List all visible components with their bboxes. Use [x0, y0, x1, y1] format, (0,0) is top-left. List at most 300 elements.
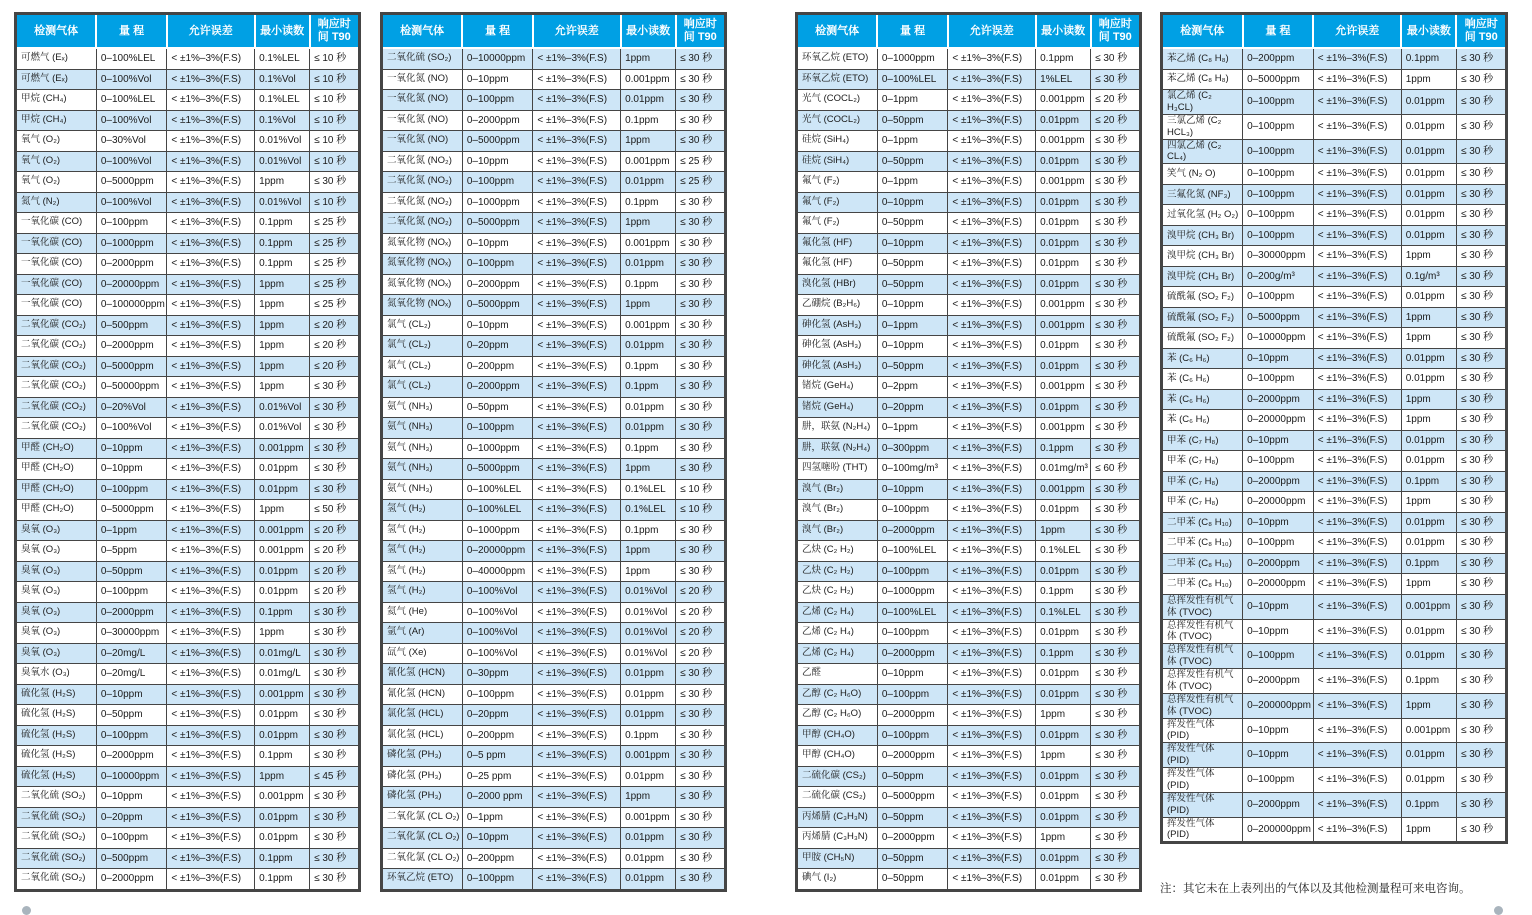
- response-time-cell: ≤ 20 秒: [676, 643, 726, 664]
- range-cell: 0–20000ppm: [462, 541, 533, 562]
- min-reading-cell: 0.1ppm: [621, 725, 676, 746]
- table-row: [16, 869, 360, 891]
- min-reading-cell: 0.01ppm: [1401, 768, 1456, 793]
- min-reading-cell: 0.01ppm: [621, 848, 676, 869]
- error-cell: < ±1%–3%(F.S): [167, 766, 255, 787]
- error-cell: < ±1%–3%(F.S): [1313, 693, 1401, 718]
- min-reading-cell: 0.01ppm: [255, 828, 310, 849]
- range-cell: 0–100ppm: [462, 254, 533, 275]
- min-reading-cell: 1ppm: [621, 213, 676, 234]
- range-cell: 0–100%Vol: [96, 69, 167, 90]
- response-time-cell: ≤ 30 秒: [1091, 623, 1141, 644]
- response-time-cell: ≤ 30 秒: [1456, 48, 1506, 69]
- min-reading-cell: 0.1%LEL: [255, 48, 310, 69]
- gas-name-cell: 挥发性气体 (PID): [1162, 817, 1243, 843]
- range-cell: 0–20ppm: [462, 705, 533, 726]
- gas-name-cell: 臭氧 (O₃): [16, 541, 97, 562]
- error-cell: < ±1%–3%(F.S): [167, 254, 255, 275]
- min-reading-cell: 0.01ppm: [1036, 274, 1091, 295]
- column-header-response-time: 响应时间 T90: [1091, 14, 1141, 49]
- response-time-cell: ≤ 30 秒: [1456, 348, 1506, 369]
- response-time-cell: ≤ 30 秒: [676, 110, 726, 131]
- error-cell: < ±1%–3%(F.S): [1313, 743, 1401, 768]
- column-header-min-reading: 最小读数: [621, 14, 676, 49]
- min-reading-cell: 0.1ppm: [1401, 471, 1456, 492]
- min-reading-cell: 0.01ppm: [255, 479, 310, 500]
- range-cell: 0–100ppm: [96, 828, 167, 849]
- error-cell: < ±1%–3%(F.S): [1313, 69, 1401, 90]
- gas-name-cell: 环氧乙烷 (ETO): [382, 869, 463, 891]
- range-cell: 0–2000ppm: [96, 254, 167, 275]
- gas-name-cell: 氨气 (NH₃): [382, 438, 463, 459]
- table-row: [1162, 471, 1507, 492]
- response-time-cell: ≤ 20 秒: [676, 623, 726, 644]
- range-cell: 0–2000ppm: [877, 746, 948, 767]
- table-row: [16, 561, 360, 582]
- range-cell: 0–50ppm: [462, 397, 533, 418]
- table-row: [16, 848, 360, 869]
- response-time-cell: ≤ 30 秒: [1456, 553, 1506, 574]
- table-row: [16, 520, 360, 541]
- gas-name-cell: 二氧化碳 (CO₂): [16, 336, 97, 357]
- response-time-cell: ≤ 30 秒: [1456, 139, 1506, 164]
- error-cell: < ±1%–3%(F.S): [948, 500, 1036, 521]
- error-cell: < ±1%–3%(F.S): [1313, 594, 1401, 619]
- table-row: [16, 48, 360, 69]
- table-row: [797, 725, 1141, 746]
- error-cell: < ±1%–3%(F.S): [1313, 48, 1401, 69]
- error-cell: < ±1%–3%(F.S): [948, 110, 1036, 131]
- min-reading-cell: 0.01ppm: [1401, 225, 1456, 246]
- range-cell: 0–50ppm: [96, 561, 167, 582]
- response-time-cell: ≤ 30 秒: [1091, 746, 1141, 767]
- min-reading-cell: 0.01ppm: [1401, 451, 1456, 472]
- error-cell: < ±1%–3%(F.S): [167, 377, 255, 398]
- error-cell: < ±1%–3%(F.S): [1313, 718, 1401, 743]
- error-cell: < ±1%–3%(F.S): [167, 500, 255, 521]
- min-reading-cell: 1ppm: [255, 766, 310, 787]
- error-cell: < ±1%–3%(F.S): [948, 295, 1036, 316]
- error-cell: < ±1%–3%(F.S): [533, 664, 621, 685]
- table-row: [1162, 205, 1507, 226]
- gas-name-cell: 臭氧 (O₃): [16, 582, 97, 603]
- min-reading-cell: 0.01ppm: [1401, 90, 1456, 115]
- response-time-cell: ≤ 20 秒: [310, 582, 360, 603]
- error-cell: < ±1%–3%(F.S): [167, 705, 255, 726]
- error-cell: < ±1%–3%(F.S): [533, 828, 621, 849]
- error-cell: < ±1%–3%(F.S): [533, 479, 621, 500]
- error-cell: < ±1%–3%(F.S): [948, 336, 1036, 357]
- range-cell: 0–1ppm: [877, 131, 948, 152]
- min-reading-cell: 1ppm: [1401, 307, 1456, 328]
- range-cell: 0–5000ppm: [462, 213, 533, 234]
- response-time-cell: ≤ 20 秒: [310, 520, 360, 541]
- table-row: [16, 602, 360, 623]
- error-cell: < ±1%–3%(F.S): [1313, 139, 1401, 164]
- min-reading-cell: 0.1%Vol: [255, 110, 310, 131]
- range-cell: 0–5 ppm: [462, 746, 533, 767]
- gas-name-cell: 三氟化氮 (NF₃): [1162, 184, 1243, 205]
- response-time-cell: ≤ 30 秒: [676, 828, 726, 849]
- error-cell: < ±1%–3%(F.S): [1313, 266, 1401, 287]
- table-row: [797, 48, 1141, 69]
- response-time-cell: ≤ 30 秒: [676, 520, 726, 541]
- error-cell: < ±1%–3%(F.S): [533, 602, 621, 623]
- table-row: [797, 500, 1141, 521]
- response-time-cell: ≤ 30 秒: [1091, 336, 1141, 357]
- table-row: [16, 172, 360, 193]
- table-row: [1162, 430, 1507, 451]
- table-row: [16, 643, 360, 664]
- range-cell: 0–5000ppm: [1243, 69, 1314, 90]
- response-time-cell: ≤ 30 秒: [1091, 582, 1141, 603]
- error-cell: < ±1%–3%(F.S): [948, 69, 1036, 90]
- error-cell: < ±1%–3%(F.S): [1313, 574, 1401, 595]
- response-time-cell: ≤ 30 秒: [676, 541, 726, 562]
- min-reading-cell: 0.001ppm: [1401, 594, 1456, 619]
- error-cell: < ±1%–3%(F.S): [1313, 307, 1401, 328]
- gas-name-cell: 硫化氢 (H₂S): [16, 725, 97, 746]
- response-time-cell: ≤ 10 秒: [310, 69, 360, 90]
- min-reading-cell: 0.01ppm: [1036, 787, 1091, 808]
- response-time-cell: ≤ 30 秒: [1456, 718, 1506, 743]
- range-cell: 0–10ppm: [1243, 718, 1314, 743]
- gas-name-cell: 二氧化硫 (SO₂): [16, 869, 97, 891]
- error-cell: < ±1%–3%(F.S): [167, 438, 255, 459]
- gas-spec-table-2: [380, 12, 727, 892]
- range-cell: 0–50ppm: [877, 151, 948, 172]
- min-reading-cell: 0.01%Vol: [621, 623, 676, 644]
- response-time-cell: ≤ 10 秒: [676, 500, 726, 521]
- range-cell: 0–10ppm: [1243, 348, 1314, 369]
- error-cell: < ±1%–3%(F.S): [533, 131, 621, 152]
- range-cell: 0–10000ppm: [462, 48, 533, 69]
- min-reading-cell: 0.001ppm: [1036, 172, 1091, 193]
- range-cell: 0–10ppm: [96, 459, 167, 480]
- error-cell: < ±1%–3%(F.S): [167, 602, 255, 623]
- gas-name-cell: 一氧化氮 (NO): [382, 131, 463, 152]
- response-time-cell: ≤ 10 秒: [676, 479, 726, 500]
- table-row: [797, 377, 1141, 398]
- min-reading-cell: 0.01ppm: [1401, 512, 1456, 533]
- range-cell: 0–100%LEL: [96, 48, 167, 69]
- response-time-cell: ≤ 30 秒: [1456, 287, 1506, 308]
- range-cell: 0–100ppm: [1243, 644, 1314, 669]
- error-cell: < ±1%–3%(F.S): [1313, 348, 1401, 369]
- response-time-cell: ≤ 30 秒: [1456, 644, 1506, 669]
- min-reading-cell: 1ppm: [1401, 69, 1456, 90]
- table-row: [1162, 69, 1507, 90]
- response-time-cell: ≤ 30 秒: [1456, 792, 1506, 817]
- table-row: [16, 90, 360, 111]
- min-reading-cell: 1ppm: [621, 48, 676, 69]
- min-reading-cell: 0.001ppm: [1036, 131, 1091, 152]
- response-time-cell: ≤ 30 秒: [1456, 430, 1506, 451]
- range-cell: 0–50ppm: [877, 869, 948, 891]
- range-cell: 0–100%Vol: [462, 643, 533, 664]
- range-cell: 0–1ppm: [877, 418, 948, 439]
- error-cell: < ±1%–3%(F.S): [948, 131, 1036, 152]
- min-reading-cell: 1ppm: [1036, 520, 1091, 541]
- gas-name-cell: 氟气 (F₂): [797, 172, 878, 193]
- error-cell: < ±1%–3%(F.S): [948, 725, 1036, 746]
- gas-name-cell: 二氧化氯 (CL O₂): [382, 848, 463, 869]
- error-cell: < ±1%–3%(F.S): [1313, 792, 1401, 817]
- column-header-gas: 检测气体: [1162, 14, 1243, 49]
- error-cell: < ±1%–3%(F.S): [533, 787, 621, 808]
- gas-name-cell: 甲醛 (CH₂O): [16, 459, 97, 480]
- range-cell: 0–20mg/L: [96, 643, 167, 664]
- error-cell: < ±1%–3%(F.S): [948, 869, 1036, 891]
- response-time-cell: ≤ 30 秒: [310, 828, 360, 849]
- min-reading-cell: 0.01ppm: [1036, 664, 1091, 685]
- range-cell: 0–5000ppm: [462, 459, 533, 480]
- min-reading-cell: 0.01ppm: [1036, 213, 1091, 234]
- error-cell: < ±1%–3%(F.S): [948, 48, 1036, 69]
- error-cell: < ±1%–3%(F.S): [948, 746, 1036, 767]
- min-reading-cell: 0.1ppm: [255, 213, 310, 234]
- min-reading-cell: 0.1ppm: [621, 438, 676, 459]
- table-row: [16, 705, 360, 726]
- response-time-cell: ≤ 20 秒: [310, 315, 360, 336]
- response-time-cell: ≤ 30 秒: [1091, 233, 1141, 254]
- response-time-cell: ≤ 30 秒: [676, 131, 726, 152]
- min-reading-cell: 0.01ppm: [1036, 725, 1091, 746]
- range-cell: 0–100ppm: [1243, 451, 1314, 472]
- min-reading-cell: 1ppm: [621, 459, 676, 480]
- gas-name-cell: 挥发性气体 (PID): [1162, 792, 1243, 817]
- response-time-cell: ≤ 30 秒: [1091, 541, 1141, 562]
- response-time-cell: ≤ 25 秒: [310, 213, 360, 234]
- min-reading-cell: 0.01ppm: [1401, 287, 1456, 308]
- range-cell: 0–300ppm: [877, 438, 948, 459]
- min-reading-cell: 0.001ppm: [255, 520, 310, 541]
- min-reading-cell: 0.01ppm: [1036, 192, 1091, 213]
- error-cell: < ±1%–3%(F.S): [533, 684, 621, 705]
- response-time-cell: ≤ 30 秒: [1091, 828, 1141, 849]
- error-cell: < ±1%–3%(F.S): [948, 787, 1036, 808]
- gas-name-cell: 一氧化碳 (CO): [16, 213, 97, 234]
- error-cell: < ±1%–3%(F.S): [167, 848, 255, 869]
- range-cell: 0–500ppm: [96, 848, 167, 869]
- range-cell: 0–1000ppm: [462, 192, 533, 213]
- min-reading-cell: 0.01ppm: [1036, 684, 1091, 705]
- page-ornament-left: [22, 906, 31, 915]
- gas-name-cell: 硅烷 (SiH₄): [797, 151, 878, 172]
- table-row: [382, 48, 726, 69]
- table-row: [16, 377, 360, 398]
- column-header-response-time: 响应时间 T90: [676, 14, 726, 49]
- gas-name-cell: 乙硼烷 (B₂H₆): [797, 295, 878, 316]
- response-time-cell: ≤ 20 秒: [310, 336, 360, 357]
- error-cell: < ±1%–3%(F.S): [167, 315, 255, 336]
- table-row: [16, 582, 360, 603]
- gas-name-cell: 二甲苯 (C₈ H₁₀): [1162, 533, 1243, 554]
- min-reading-cell: 0.01ppm: [1036, 869, 1091, 891]
- error-cell: < ±1%–3%(F.S): [948, 418, 1036, 439]
- range-cell: 0–100%Vol: [96, 192, 167, 213]
- range-cell: 0–10ppm: [877, 664, 948, 685]
- gas-name-cell: 溴气 (Br₂): [797, 520, 878, 541]
- range-cell: 0–25 ppm: [462, 766, 533, 787]
- range-cell: 0–2000ppm: [877, 643, 948, 664]
- range-cell: 0–5000ppm: [96, 500, 167, 521]
- min-reading-cell: 0.01ppm: [621, 418, 676, 439]
- gas-name-cell: 挥发性气体 (PID): [1162, 768, 1243, 793]
- gas-name-cell: 总挥发性有机气体 (TVOC): [1162, 669, 1243, 694]
- response-time-cell: ≤ 30 秒: [1091, 643, 1141, 664]
- error-cell: < ±1%–3%(F.S): [1313, 389, 1401, 410]
- footnote: 注：其它未在上表列出的气体以及其他检测量程可来电咨询。: [1160, 883, 1471, 895]
- gas-name-cell: 二氧化硫 (SO₂): [382, 48, 463, 69]
- min-reading-cell: 0.001ppm: [621, 151, 676, 172]
- gas-name-cell: 乙醛: [797, 664, 878, 685]
- table-row: [16, 664, 360, 685]
- range-cell: 0–20000ppm: [1243, 492, 1314, 513]
- min-reading-cell: 0.01mg/L: [255, 664, 310, 685]
- min-reading-cell: 0.1ppm: [1036, 582, 1091, 603]
- error-cell: < ±1%–3%(F.S): [167, 295, 255, 316]
- gas-name-cell: 二甲苯 (C₈ H₁₀): [1162, 553, 1243, 574]
- range-cell: 0–50ppm: [877, 110, 948, 131]
- range-cell: 0–100ppm: [877, 500, 948, 521]
- table-row: [382, 295, 726, 316]
- error-cell: < ±1%–3%(F.S): [167, 69, 255, 90]
- response-time-cell: ≤ 10 秒: [310, 192, 360, 213]
- response-time-cell: ≤ 30 秒: [676, 459, 726, 480]
- min-reading-cell: 0.01ppm: [255, 807, 310, 828]
- table-row: [797, 254, 1141, 275]
- response-time-cell: ≤ 30 秒: [1091, 274, 1141, 295]
- table-row: [16, 623, 360, 644]
- error-cell: < ±1%–3%(F.S): [533, 192, 621, 213]
- error-cell: < ±1%–3%(F.S): [167, 746, 255, 767]
- error-cell: < ±1%–3%(F.S): [948, 377, 1036, 398]
- error-cell: < ±1%–3%(F.S): [948, 254, 1036, 275]
- response-time-cell: ≤ 30 秒: [1456, 451, 1506, 472]
- gas-name-cell: 甲醛 (CH₂O): [16, 438, 97, 459]
- response-time-cell: ≤ 30 秒: [1091, 192, 1141, 213]
- response-time-cell: ≤ 30 秒: [1091, 48, 1141, 69]
- table-row: [382, 336, 726, 357]
- table-row: [797, 582, 1141, 603]
- min-reading-cell: 0.01ppm: [255, 582, 310, 603]
- response-time-cell: ≤ 10 秒: [310, 48, 360, 69]
- gas-name-cell: 氰化氢 (HCN): [382, 664, 463, 685]
- table-row: [16, 151, 360, 172]
- response-time-cell: ≤ 30 秒: [310, 664, 360, 685]
- response-time-cell: ≤ 30 秒: [1456, 533, 1506, 554]
- table-row: [1162, 348, 1507, 369]
- min-reading-cell: 1ppm: [255, 295, 310, 316]
- response-time-cell: ≤ 25 秒: [676, 172, 726, 193]
- range-cell: 0–30000ppm: [96, 623, 167, 644]
- response-time-cell: ≤ 30 秒: [1456, 328, 1506, 349]
- table-row: [1162, 768, 1507, 793]
- table-row: [1162, 574, 1507, 595]
- min-reading-cell: 0.01%Vol: [621, 602, 676, 623]
- error-cell: < ±1%–3%(F.S): [1313, 492, 1401, 513]
- min-reading-cell: 0.01ppm: [255, 459, 310, 480]
- gas-name-cell: 锗烷 (GeH₄): [797, 397, 878, 418]
- min-reading-cell: 0.01ppm: [621, 684, 676, 705]
- gas-name-cell: 甲苯 (C₇ H₈): [1162, 492, 1243, 513]
- min-reading-cell: 0.001ppm: [255, 787, 310, 808]
- range-cell: 0–100ppm: [877, 623, 948, 644]
- table-row: [797, 459, 1141, 480]
- response-time-cell: ≤ 30 秒: [676, 336, 726, 357]
- error-cell: < ±1%–3%(F.S): [1313, 644, 1401, 669]
- range-cell: 0–5000ppm: [462, 131, 533, 152]
- min-reading-cell: 0.01ppm: [621, 766, 676, 787]
- response-time-cell: ≤ 30 秒: [1456, 369, 1506, 390]
- range-cell: 0–20000ppm: [96, 274, 167, 295]
- error-cell: < ±1%–3%(F.S): [948, 828, 1036, 849]
- error-cell: < ±1%–3%(F.S): [533, 869, 621, 891]
- table-row: [382, 828, 726, 849]
- response-time-cell: ≤ 30 秒: [310, 746, 360, 767]
- min-reading-cell: 0.01ppm: [621, 254, 676, 275]
- min-reading-cell: 0.1ppm: [255, 869, 310, 891]
- range-cell: 0–10ppm: [1243, 430, 1314, 451]
- range-cell: 0–100%LEL: [877, 541, 948, 562]
- gas-name-cell: 臭氧 (O₃): [16, 561, 97, 582]
- min-reading-cell: 0.1%LEL: [621, 479, 676, 500]
- gas-name-cell: 甲苯 (C₇ H₈): [1162, 451, 1243, 472]
- response-time-cell: ≤ 10 秒: [310, 110, 360, 131]
- min-reading-cell: 1ppm: [621, 295, 676, 316]
- range-cell: 0–100ppm: [462, 418, 533, 439]
- column-header-error: 允许误差: [948, 14, 1036, 49]
- min-reading-cell: 0.01ppm: [1036, 254, 1091, 275]
- min-reading-cell: 1ppm: [1401, 410, 1456, 431]
- table-row: [382, 500, 726, 521]
- table-row: [1162, 246, 1507, 267]
- gas-name-cell: 二氧化硫 (SO₂): [16, 787, 97, 808]
- range-cell: 0–200000ppm: [1243, 693, 1314, 718]
- range-cell: 0–100%LEL: [96, 90, 167, 111]
- error-cell: < ±1%–3%(F.S): [167, 664, 255, 685]
- table-row: [1162, 693, 1507, 718]
- gas-name-cell: 甲胺 (CH₅N): [797, 848, 878, 869]
- min-reading-cell: 0.01ppm: [1401, 348, 1456, 369]
- table-row: [382, 602, 726, 623]
- error-cell: < ±1%–3%(F.S): [533, 213, 621, 234]
- error-cell: < ±1%–3%(F.S): [167, 336, 255, 357]
- gas-name-cell: 磷化氢 (PH₃): [382, 746, 463, 767]
- range-cell: 0–200ppm: [462, 356, 533, 377]
- table-row: [16, 110, 360, 131]
- gas-name-cell: 氢气 (H₂): [382, 582, 463, 603]
- min-reading-cell: 0.01ppm: [1036, 336, 1091, 357]
- gas-name-cell: 一氧化碳 (CO): [16, 274, 97, 295]
- range-cell: 0–200ppm: [1243, 48, 1314, 69]
- error-cell: < ±1%–3%(F.S): [167, 131, 255, 152]
- error-cell: < ±1%–3%(F.S): [533, 233, 621, 254]
- gas-name-cell: 氮氧化物 (NOₓ): [382, 254, 463, 275]
- min-reading-cell: 1ppm: [255, 315, 310, 336]
- range-cell: 0–100ppm: [1243, 164, 1314, 185]
- range-cell: 0–30%Vol: [96, 131, 167, 152]
- min-reading-cell: 0.01ppm: [621, 397, 676, 418]
- response-time-cell: ≤ 30 秒: [1456, 164, 1506, 185]
- table-row: [382, 541, 726, 562]
- error-cell: < ±1%–3%(F.S): [167, 643, 255, 664]
- min-reading-cell: 0.001ppm: [1036, 418, 1091, 439]
- response-time-cell: ≤ 30 秒: [676, 213, 726, 234]
- min-reading-cell: 0.01ppm: [255, 561, 310, 582]
- error-cell: < ±1%–3%(F.S): [948, 766, 1036, 787]
